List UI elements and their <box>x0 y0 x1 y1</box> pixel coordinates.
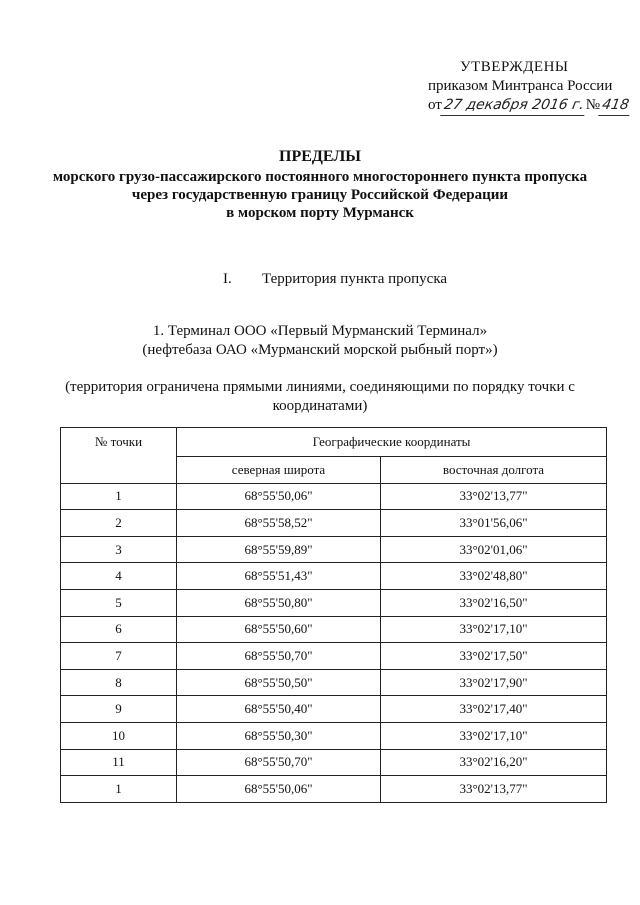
latitude-cell: 68°55'50,06" <box>177 776 381 803</box>
handwritten-number: 418 <box>598 96 632 116</box>
terminal-note: (нефтебаза ОАО «Мурманский морской рыбный порт») <box>142 342 498 358</box>
longitude-cell: 33°02'17,50" <box>381 643 607 670</box>
table-row <box>61 563 607 590</box>
header-longitude: восточная долгота <box>381 457 607 484</box>
terminal-subheading <box>40 322 600 360</box>
coordinates-body <box>61 483 607 802</box>
latitude-cell: 68°55'50,70" <box>177 749 381 776</box>
latitude-cell: 68°55'50,80" <box>177 589 381 616</box>
approval-title: УТВЕРЖДЕНЫ <box>460 59 569 75</box>
latitude-cell: 68°55'50,70" <box>177 643 381 670</box>
table-row <box>61 643 607 670</box>
point-number: 1 <box>61 483 177 510</box>
point-number: 1 <box>61 776 177 803</box>
latitude-cell: 68°55'50,50" <box>177 669 381 696</box>
point-number: 4 <box>61 563 177 590</box>
header-geo-coordinates: Географические координаты <box>177 428 607 457</box>
table-row <box>61 696 607 723</box>
longitude-cell: 33°02'01,06" <box>381 536 607 563</box>
document-heading <box>40 148 600 222</box>
table-row <box>61 483 607 510</box>
table-row <box>61 589 607 616</box>
territory-note-line-1: (территория ограничена прямыми линиями, соединяющими по порядку точки с <box>65 379 575 395</box>
latitude-cell: 68°55'50,60" <box>177 616 381 643</box>
heading-line-2: через государственную границу Российской Федерации <box>131 187 509 203</box>
point-number: 9 <box>61 696 177 723</box>
latitude-cell: 68°55'50,06" <box>177 483 381 510</box>
terminal-name: 1. Терминал ООО «Первый Мурманский Терминал» <box>152 323 488 339</box>
section-number: I. <box>223 271 232 287</box>
latitude-cell: 68°55'58,52" <box>177 510 381 537</box>
header-latitude: северная широта <box>177 457 381 484</box>
longitude-cell: 33°02'13,77" <box>381 776 607 803</box>
heading-line-3: в морском порту Мурманск <box>226 205 414 221</box>
table-row <box>61 616 607 643</box>
section-title: Территория пункта пропуска <box>262 271 448 287</box>
point-number: 10 <box>61 722 177 749</box>
table-row <box>61 510 607 537</box>
document-title: ПРЕДЕЛЫ <box>279 148 361 165</box>
longitude-cell: 33°02'17,10" <box>381 722 607 749</box>
point-number: 11 <box>61 749 177 776</box>
longitude-cell: 33°02'48,80" <box>381 563 607 590</box>
territory-note <box>40 378 600 416</box>
approval-order-line: приказом Минтранса России <box>428 78 613 94</box>
latitude-cell: 68°55'51,43" <box>177 563 381 590</box>
point-number: 5 <box>61 589 177 616</box>
table-row <box>61 722 607 749</box>
heading-line-1: морского грузо-пассажирского постоянного многостороннего пункта пропуска <box>52 169 588 185</box>
point-number: 7 <box>61 643 177 670</box>
handwritten-date: 27 декабря 2016 г. <box>440 96 587 116</box>
latitude-cell: 68°55'50,40" <box>177 696 381 723</box>
approval-date-line <box>428 96 631 116</box>
latitude-cell: 68°55'50,30" <box>177 722 381 749</box>
point-number: 8 <box>61 669 177 696</box>
header-point-number: № точки <box>61 428 177 484</box>
point-number: 3 <box>61 536 177 563</box>
territory-note-line-2: координатами) <box>272 398 368 414</box>
from-prefix: от <box>428 97 442 113</box>
number-prefix: № <box>585 97 601 113</box>
latitude-cell: 68°55'59,89" <box>177 536 381 563</box>
coordinates-table <box>60 427 607 803</box>
table-row <box>61 669 607 696</box>
longitude-cell: 33°02'17,90" <box>381 669 607 696</box>
table-row <box>61 749 607 776</box>
longitude-cell: 33°01'56,06" <box>381 510 607 537</box>
point-number: 2 <box>61 510 177 537</box>
longitude-cell: 33°02'16,50" <box>381 589 607 616</box>
table-row <box>61 776 607 803</box>
longitude-cell: 33°02'16,20" <box>381 749 607 776</box>
longitude-cell: 33°02'17,10" <box>381 616 607 643</box>
longitude-cell: 33°02'17,40" <box>381 696 607 723</box>
longitude-cell: 33°02'13,77" <box>381 483 607 510</box>
point-number: 6 <box>61 616 177 643</box>
table-row <box>61 536 607 563</box>
approval-block <box>428 58 631 116</box>
